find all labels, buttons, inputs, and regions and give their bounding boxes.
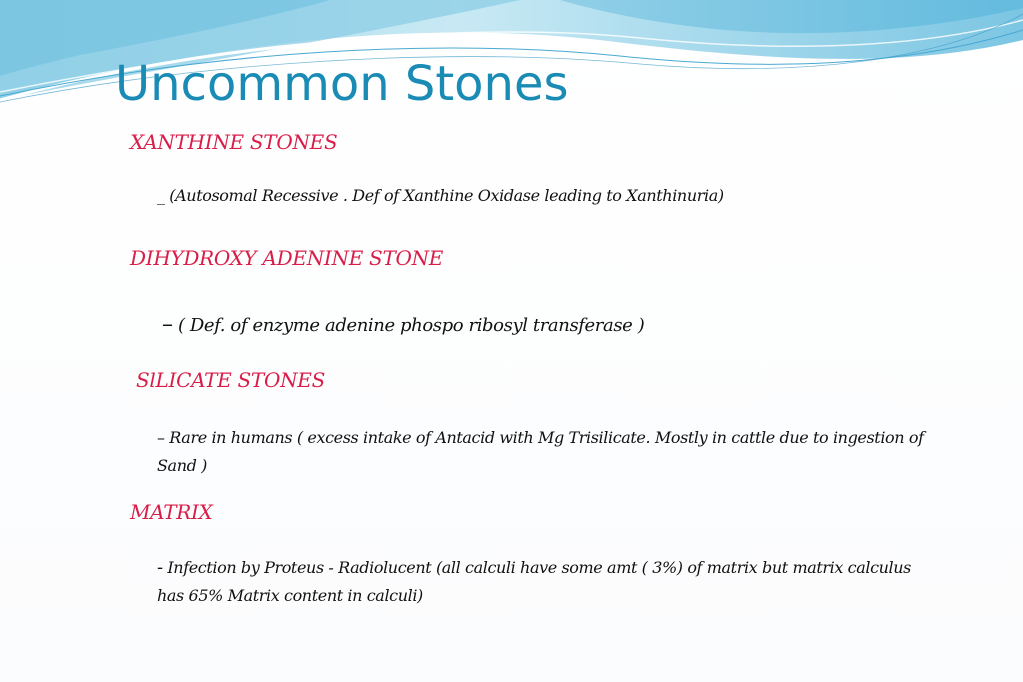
heading-silicate-stones: SlLICATE STONES — [136, 368, 325, 392]
slide-title: Uncommon Stones — [115, 56, 569, 112]
bullet-dash: – — [157, 428, 165, 447]
desc-silicate-stones — [157, 424, 927, 480]
desc-matrix — [157, 554, 927, 610]
desc-xanthine-text: (Autosomal Recessive . Def of Xanthine Oxidase leading to Xanthinuria) — [169, 186, 724, 205]
bullet-dash: _ — [157, 186, 165, 205]
heading-matrix: MATRIX — [130, 500, 213, 524]
desc-matrix-text: Infection by Proteus - Radiolucent (all calculi have some amt ( 3%) of matrix but matrix calculus has 65% Matrix content in calculi) — [157, 558, 911, 605]
desc-dihydroxy-text: ( Def. of enzyme adenine phospo ribosyl transferase ) — [177, 315, 645, 336]
heading-xanthine-stones: XANTHINE STONES — [130, 130, 338, 154]
bullet-dash: - — [157, 557, 163, 578]
bullet-dash: – — [162, 312, 173, 337]
desc-dihydroxy-adenine-stone — [162, 312, 922, 339]
desc-silicate-text: Rare in humans ( excess intake of Antacid with Mg Trisilicate. Mostly in cattle due to ingestion of Sand ) — [157, 428, 924, 475]
heading-dihydroxy-adenine-stone: DIHYDROXY ADENINE STONE — [130, 246, 444, 270]
desc-xanthine-stones — [157, 185, 917, 207]
